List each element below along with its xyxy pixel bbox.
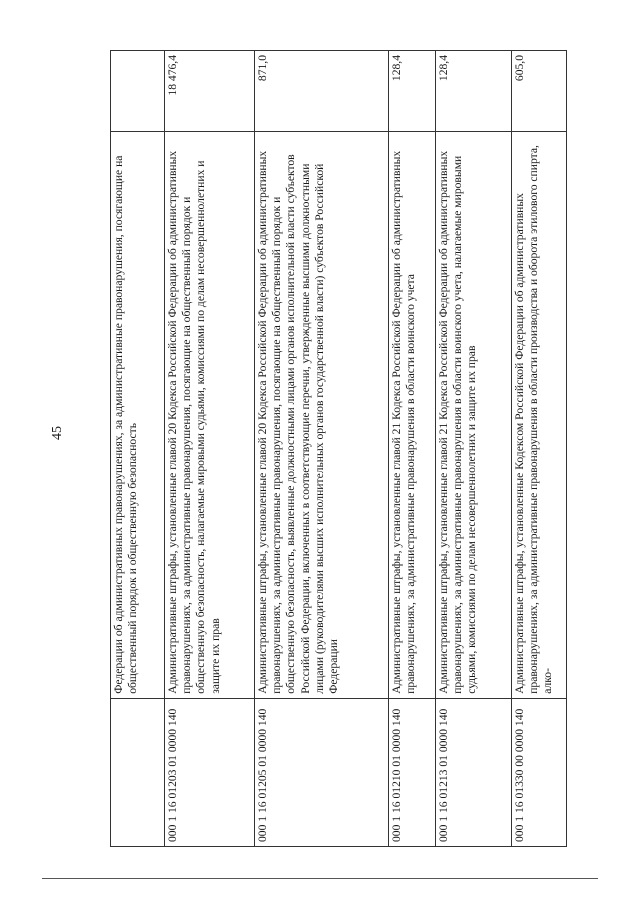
budget-table-container (110, 50, 562, 847)
row-name: Административные штрафы, установленные главой 21 Кодекса Российской Федерации об административных правонарушениях, за административные правонарушения в области воинского учета (389, 131, 436, 698)
row-code: 000 1 16 01205 01 0000 140 (255, 698, 389, 846)
row-code (111, 698, 165, 846)
row-code: 000 1 16 01203 01 0000 140 (165, 698, 255, 846)
table-row (436, 51, 512, 847)
table-row (512, 51, 567, 847)
row-amount: 18 476,4 (165, 51, 255, 132)
page-number: 45 (50, 426, 65, 440)
row-code: 000 1 16 01330 00 0000 140 (512, 698, 567, 846)
row-name: Административные штрафы, установленные главой 21 Кодекса Российской Федерации об административных правонарушениях, за административные правонарушения в области воинского учета, налагаемые мировыми судьями, комиссиями по делам несовершеннолетних и защите их прав (436, 131, 512, 698)
row-amount (111, 51, 165, 132)
table-row (389, 51, 436, 847)
budget-revenue-table (110, 50, 567, 847)
row-amount: 128,4 (389, 51, 436, 132)
row-code: 000 1 16 01210 01 0000 140 (389, 698, 436, 846)
row-name: Административные штрафы, установленные Кодексом Российской Федерации об административных правонарушениях, за административные правонарушения в области производства и оборота этилового спирта, алко- (512, 131, 567, 698)
row-amount: 871,0 (255, 51, 389, 132)
table-row (255, 51, 389, 847)
row-name: Федерации об административных правонарушениях, за административные правонарушения, посягающие на общественный порядок и общественную безопасность (111, 131, 165, 698)
row-amount: 128,4 (436, 51, 512, 132)
row-amount: 605,0 (512, 51, 567, 132)
table-row (111, 51, 165, 847)
row-name: Административные штрафы, установленные главой 20 Кодекса Российской Федерации об административных правонарушениях, за административные правонарушения, посягающие на общественный порядок и общественную безопасность, налагаемые мировыми судьями, комиссиями по делам несовершеннолетних и защите их прав (165, 131, 255, 698)
row-name: Административные штрафы, установленные главой 20 Кодекса Российской Федерации об административных правонарушениях, за административные правонарушения, посягающие на общественный порядок и общественную безопасность, выявленные должностными лицами органов исполнительной власти субъектов Российской Федерации, включенных в соответствующие перечни, утвержденные высшими должностными лицами (руководителями высших исполнительных органов государственной власти) субъектов Российской Федерации (255, 131, 389, 698)
page-bottom-rule (42, 878, 598, 879)
table-row (165, 51, 255, 847)
row-code: 000 1 16 01213 01 0000 140 (436, 698, 512, 846)
